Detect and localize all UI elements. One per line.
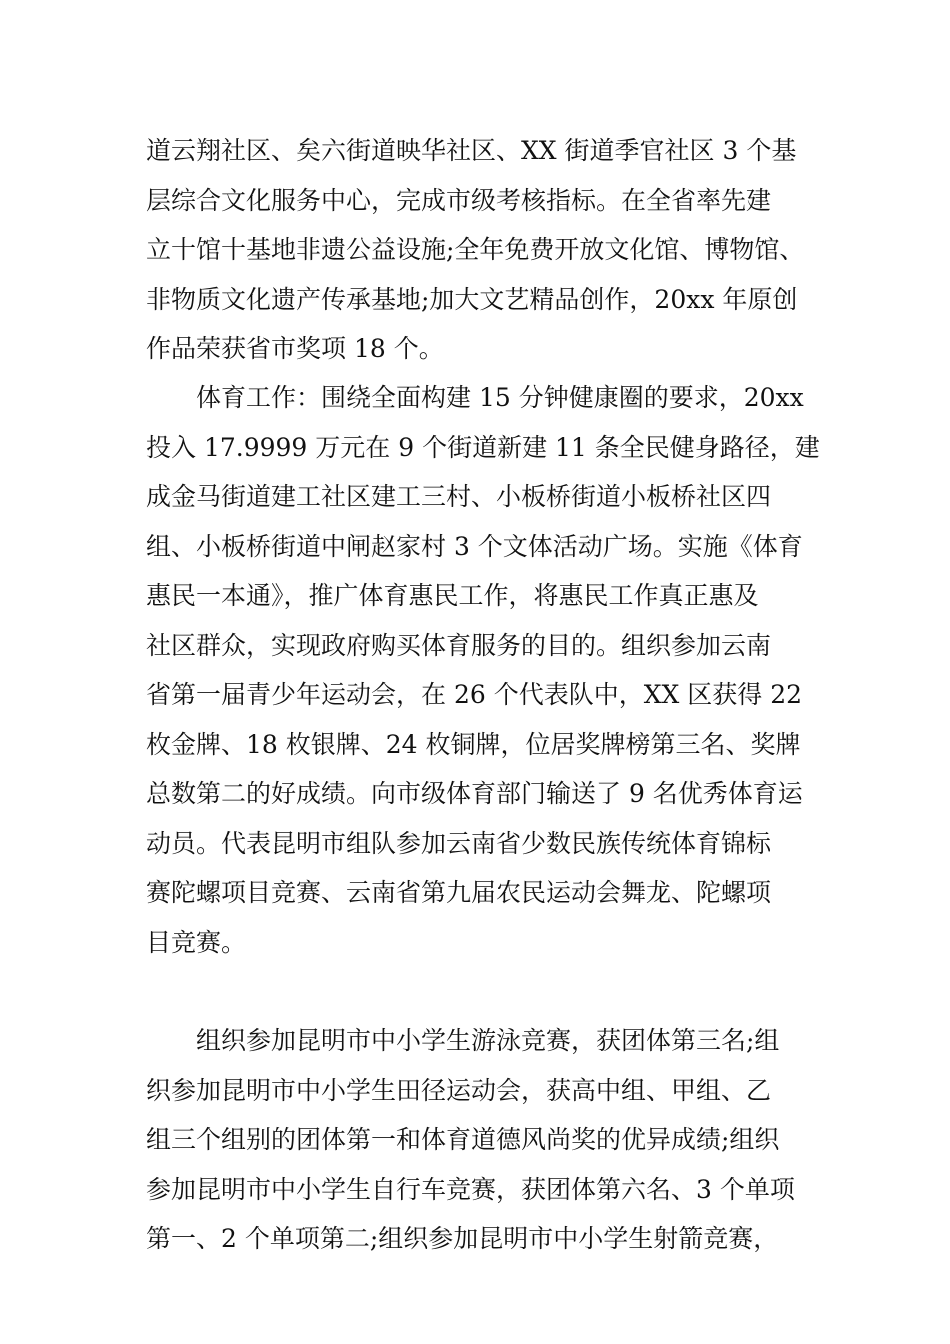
text-line: 参加昆明市中小学生自行车竞赛，获团体第六名、3 个单项 xyxy=(146,1174,795,1204)
paragraph-culture-continued xyxy=(146,126,846,374)
text-line: 作品荣获省市奖项 18 个。 xyxy=(146,334,444,363)
text-line: 总数第二的好成绩。向市级体育部门输送了 9 名优秀体育运 xyxy=(146,779,803,808)
text-line: 省第一届青少年运动会，在 26 个代表队中，XX 区获得 22 xyxy=(146,680,803,709)
text-line: 动员。代表昆明市组队参加云南省少数民族传统体育锦标 xyxy=(146,828,772,858)
paragraph-competitions xyxy=(146,1016,846,1264)
text-line: 枚金牌、18 枚银牌、24 枚铜牌，位居奖牌榜第三名、奖牌 xyxy=(146,729,801,759)
text-line: 组、小板桥街道中闸赵家村 3 个文体活动广场。实施《体育 xyxy=(146,531,803,561)
text-line: 第一、2 个单项第二;组织参加昆明市中小学生射箭竞赛， xyxy=(146,1224,779,1253)
text-line: 立十馆十基地非遗公益设施;全年免费开放文化馆、博物馆、 xyxy=(146,235,805,264)
paragraph-sports-work xyxy=(146,373,846,967)
text-line: 社区群众，实现政府购买体育服务的目的。组织参加云南 xyxy=(146,630,772,660)
text-line: 组织参加昆明市中小学生游泳竞赛，获团体第三名;组 xyxy=(196,1026,780,1055)
text-line: 层综合文化服务中心，完成市级考核指标。在全省率先建 xyxy=(146,185,772,215)
text-line: 体育工作：围绕全面构建 15 分钟健康圈的要求，20xx xyxy=(196,383,804,412)
text-line: 惠民一本通》，推广体育惠民工作，将惠民工作真正惠及 xyxy=(146,581,759,610)
text-line: 织参加昆明市中小学生田径运动会，获高中组、甲组、乙 xyxy=(146,1075,772,1105)
text-line: 组三个组别的团体第一和体育道德风尚奖的优异成绩;组织 xyxy=(146,1125,780,1154)
text-line: 目竞赛。 xyxy=(146,927,247,957)
text-line: 成金马街道建工社区建工三村、小板桥街道小板桥社区四 xyxy=(146,482,772,511)
text-line: 道云翔社区、矣六街道映华社区、XX 街道季官社区 3 个基 xyxy=(146,136,797,165)
text-line: 投入 17.9999 万元在 9 个街道新建 11 条全民健身路径，建 xyxy=(146,432,820,462)
text-line: 赛陀螺项目竞赛、云南省第九届农民运动会舞龙、陀螺项 xyxy=(146,878,772,907)
text-line: 非物质文化遗产传承基地;加大文艺精品创作，20xx 年原创 xyxy=(146,284,798,314)
